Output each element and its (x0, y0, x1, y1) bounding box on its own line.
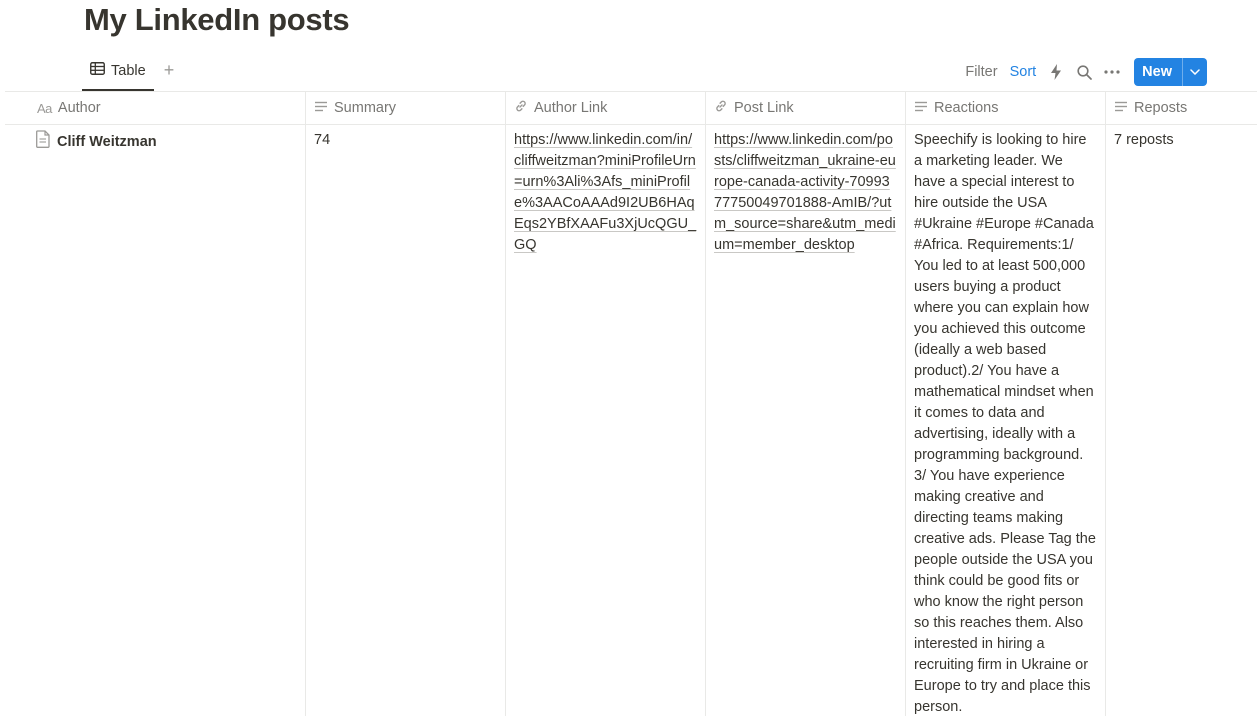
reposts-cell[interactable] (1106, 130, 1257, 151)
column-divider (1105, 92, 1106, 716)
column-header-author-link[interactable] (506, 92, 705, 124)
aa-text-icon: Aa (37, 100, 52, 116)
lines-icon (914, 100, 928, 116)
sort-button[interactable]: Sort (1009, 64, 1037, 80)
search-icon[interactable] (1070, 58, 1098, 86)
more-icon[interactable] (1098, 58, 1126, 86)
column-header-post-link[interactable] (706, 92, 905, 124)
post-link[interactable]: https://www.linkedin.com/posts/cliffweitzman_ukraine-europe-canada-activity-7099377750049701888-AmIB/?utm_source=share&utm_medium=member_desktop (714, 132, 896, 253)
tab-label: Table (111, 62, 146, 79)
link-icon (514, 99, 528, 117)
filter-button[interactable]: Filter (965, 64, 998, 80)
author-link[interactable]: https://www.linkedin.com/in/cliffweitzman?miniProfileUrn=urn%3Ali%3Afs_miniProfile%3AACoAAAd9I2UB6HAqEqs2YBfXAAFu3XjUcQGU_GQ (514, 132, 697, 253)
reactions-cell[interactable] (906, 130, 1105, 718)
page-icon (35, 130, 51, 155)
column-header-summary[interactable] (306, 92, 505, 124)
add-view-icon[interactable]: + (163, 60, 175, 80)
column-header-reactions[interactable] (906, 92, 1105, 124)
new-button-group (1134, 58, 1207, 86)
summary-value: 74 (314, 132, 331, 148)
column-header-label: Summary (334, 100, 397, 116)
chevron-down-icon[interactable] (1182, 58, 1207, 86)
header-bottom-divider (5, 124, 1257, 125)
column-header-label: Author (57, 100, 101, 116)
table-row-author[interactable] (35, 130, 157, 155)
tab-table[interactable] (82, 52, 154, 91)
summary-cell[interactable] (306, 130, 505, 151)
column-divider (305, 92, 306, 716)
lightning-icon[interactable] (1042, 58, 1070, 86)
column-header-reposts[interactable] (1106, 92, 1257, 124)
column-header-label: Post Link (734, 100, 794, 116)
column-header-label: Reposts (1134, 100, 1188, 116)
page-title: My LinkedIn posts (84, 2, 350, 37)
lines-icon (1114, 100, 1128, 116)
toolbar (959, 58, 1207, 86)
column-header-label: Author Link (534, 100, 608, 116)
link-icon (714, 99, 728, 117)
post-link-cell (706, 130, 905, 256)
column-header-author[interactable] (29, 92, 305, 124)
lines-icon (314, 100, 328, 116)
author-name: Cliff Weitzman (57, 134, 157, 150)
new-button[interactable]: New (1142, 64, 1172, 80)
view-bar (0, 52, 1257, 91)
reposts-value: 7 reposts (1114, 132, 1174, 148)
author-link-cell (506, 130, 705, 256)
reactions-text: Speechify is looking to hire a marketing leader. We have a special interest to hire outside the USA #Ukraine #Europe #Canada #Africa. Requirements:1/ You led to at least 500,000 users buying a product where you can explain how you achieved this outcome (ideally a web based product).2/ You have a mathematical mindset when it comes to data and advertising, ideally with a programming background. 3/ You have experience making creative and directing teams making creative ads. Please Tag the people outside the USA you think could be good fits or who know the right person so this reaches them. Also interested in hiring a recruiting firm in Ukraine or Europe to try and place this person. (914, 132, 1096, 715)
column-header-label: Reactions (934, 100, 999, 116)
table-icon (90, 62, 105, 79)
